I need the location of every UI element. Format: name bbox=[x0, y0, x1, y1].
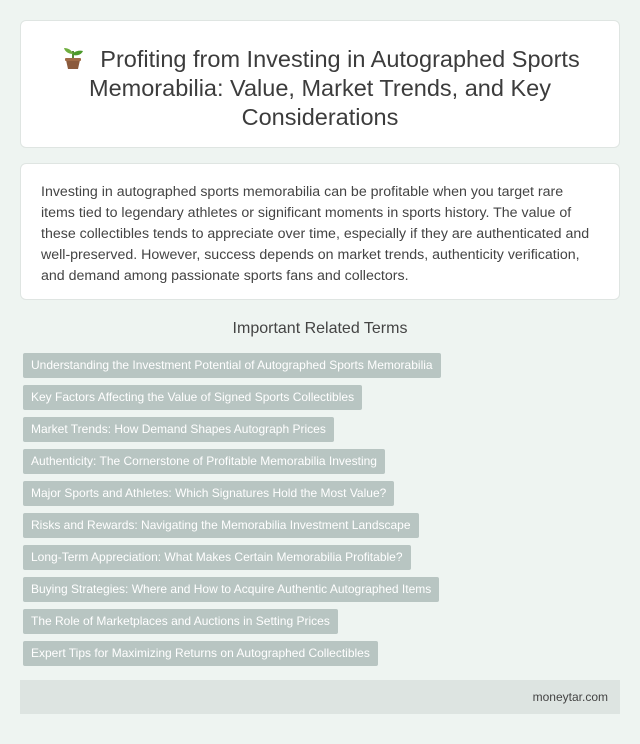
related-term-link[interactable]: The Role of Marketplaces and Auctions in Setting Prices bbox=[23, 609, 338, 634]
site-link[interactable]: moneytar.com bbox=[532, 690, 608, 704]
related-term-link[interactable]: Market Trends: How Demand Shapes Autograph Prices bbox=[23, 417, 334, 442]
related-terms-list bbox=[23, 353, 623, 673]
title-card bbox=[20, 20, 620, 148]
sprout-icon bbox=[60, 45, 86, 71]
related-term-link[interactable]: Authenticity: The Cornerstone of Profitable Memorabilia Investing bbox=[23, 449, 385, 474]
related-term-link[interactable]: Major Sports and Athletes: Which Signatures Hold the Most Value? bbox=[23, 481, 394, 506]
footer bbox=[20, 680, 620, 714]
related-term-link[interactable]: Risks and Rewards: Navigating the Memorabilia Investment Landscape bbox=[23, 513, 419, 538]
related-term-link[interactable]: Key Factors Affecting the Value of Signed Sports Collectibles bbox=[23, 385, 362, 410]
page-title bbox=[45, 45, 595, 132]
related-term-link[interactable]: Buying Strategies: Where and How to Acquire Authentic Autographed Items bbox=[23, 577, 439, 602]
related-term-link[interactable]: Understanding the Investment Potential of Autographed Sports Memorabilia bbox=[23, 353, 441, 378]
related-terms-heading: Important Related Terms bbox=[232, 320, 408, 337]
intro-card bbox=[20, 163, 620, 300]
related-term-link[interactable]: Long-Term Appreciation: What Makes Certain Memorabilia Profitable? bbox=[23, 545, 411, 570]
intro-paragraph: Investing in autographed sports memorabilia can be profitable when you target rare items tied to legendary athletes or significant moments in sports history. The value of these collectibles tends to appreciate over time, especially if they are authenticated and well-preserved. However, success depends on market trends, authenticity verification, and demand among passionate sports fans and collectors. bbox=[41, 184, 590, 284]
related-term-link[interactable]: Expert Tips for Maximizing Returns on Autographed Collectibles bbox=[23, 641, 378, 666]
page-title-text: Profiting from Investing in Autographed Sports Memorabilia: Value, Market Trends, and Key Considerations bbox=[89, 46, 580, 130]
